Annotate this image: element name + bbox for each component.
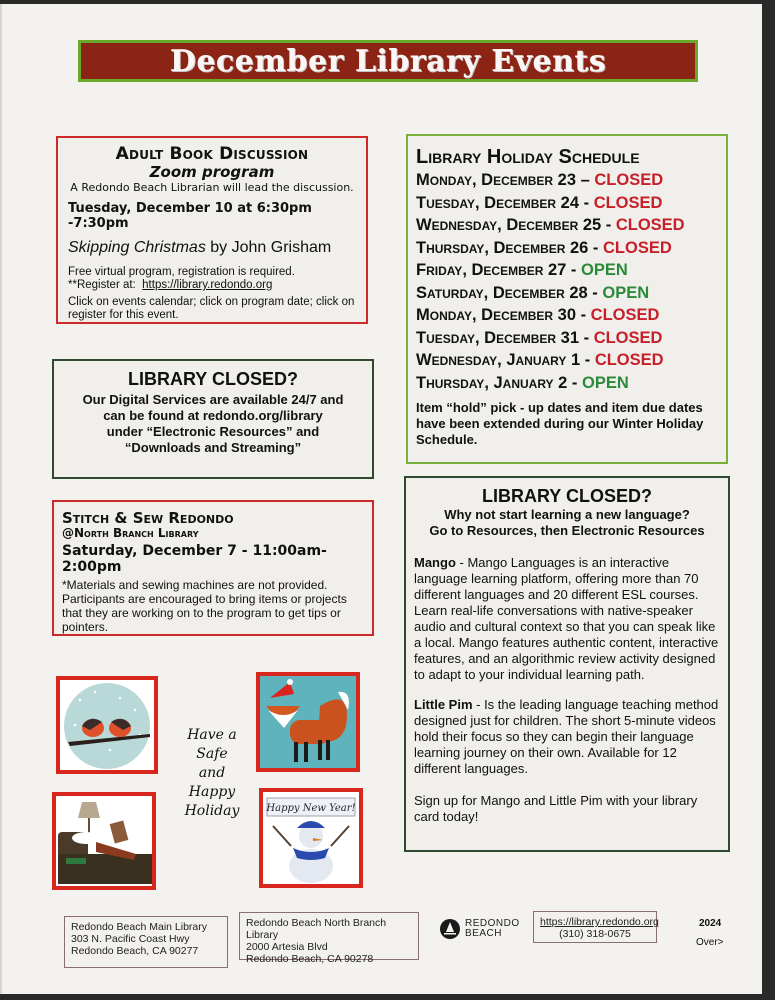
status-closed: CLOSED	[590, 306, 660, 324]
title-banner	[78, 40, 698, 82]
schedule-row	[416, 214, 718, 237]
book-author: by John Grisham	[205, 239, 332, 256]
greeting-line: Safe	[196, 746, 228, 762]
birds-image	[56, 676, 158, 774]
schedule-row	[416, 192, 718, 215]
schedule-row	[416, 327, 718, 350]
digital-services-line-4: “Downloads and Streaming”	[124, 440, 302, 455]
schedule-row	[416, 282, 718, 305]
digital-services-line-3: under “Electronic Resources” and	[106, 424, 320, 439]
greeting-line: and	[198, 765, 226, 781]
stitch-sew-note: *Materials and sewing machines are not provided. Participants are encouraged to bring items or projects that they are working on to the program to get tips or pointers.	[62, 578, 347, 634]
logo-text	[465, 919, 520, 939]
main-library-address	[64, 916, 228, 968]
library-closed-language-box	[404, 476, 733, 852]
greeting-line: Have a	[187, 727, 237, 743]
status-open: OPEN	[581, 373, 629, 392]
library-phone: (310) 318-0675	[559, 928, 631, 940]
schedule-date: Thursday, January 2 -	[416, 373, 582, 392]
stitch-sew-location: @North Branch Library	[62, 526, 199, 540]
status-closed: CLOSED	[615, 216, 685, 234]
book-title: Skipping Christmas	[68, 239, 206, 256]
schedule-row	[416, 169, 718, 192]
holiday-schedule-note: Item “hold” pick - up dates and item due dates have been extended during our Winter Holiday Schedule.	[416, 400, 704, 447]
book-discussion-time: Tuesday, December 10 at 6:30pm -7:30pm	[68, 201, 312, 231]
north-branch-address	[239, 912, 419, 965]
language-directions: Go to Resources, then Electronic Resources	[429, 523, 705, 538]
registration-note: Free virtual program, registration is required.	[68, 266, 295, 278]
status-closed: CLOSED	[603, 238, 672, 257]
year-label: 2024	[699, 918, 722, 929]
flyer-page	[0, 4, 762, 994]
address-line: 303 N. Pacific Coast Hwy	[71, 933, 190, 945]
fox-image	[256, 672, 360, 772]
reader-image	[52, 792, 156, 890]
snowman-sign-text: Happy New Year!	[266, 803, 356, 814]
schedule-date: Wednesday, December 25 -	[416, 216, 616, 234]
stitch-sew-box	[52, 500, 374, 636]
digital-services-line-2: can be found at redondo.org/library	[103, 408, 323, 423]
schedule-row	[416, 259, 718, 282]
schedule-row	[416, 372, 718, 395]
stitch-sew-title: Stitch & Sew Redondo	[62, 509, 234, 527]
language-prompt: Why not start learning a new language?	[444, 507, 690, 522]
digital-services-line-1: Our Digital Services are available 24/7 and	[82, 392, 344, 407]
status-closed: CLOSED	[594, 171, 664, 189]
mango-paragraph	[414, 555, 720, 683]
book-discussion-subtitle: Zoom program	[149, 163, 275, 181]
sailboat-logo-icon	[439, 918, 461, 940]
greeting-line: Happy	[188, 784, 236, 800]
schedule-date: Tuesday, December 31 -	[416, 328, 594, 347]
little-pim-paragraph	[414, 697, 733, 777]
santa-reading-illustration-icon	[56, 796, 152, 886]
schedule-row	[416, 349, 718, 372]
book-discussion-title: Adult Book Discussion	[115, 144, 309, 164]
logo-line: REDONDO	[465, 918, 520, 929]
robins-illustration-icon	[60, 680, 154, 770]
page-title: December Library Events	[169, 43, 607, 79]
signup-note: Sign up for Mango and Little Pim with your library card today!	[414, 793, 698, 824]
register-line	[68, 279, 356, 292]
redondo-beach-logo	[439, 918, 520, 940]
address-line: Redondo Beach North Branch Library	[246, 917, 387, 941]
schedule-date: Friday, December 27 -	[416, 261, 582, 279]
holiday-schedule-heading: Library Holiday Schedule	[416, 146, 640, 168]
book-title-line	[68, 239, 356, 257]
address-line: Redondo Beach, CA 90277	[71, 945, 199, 957]
stitch-sew-time: Saturday, December 7 - 11:00am-2:00pm	[62, 543, 327, 575]
schedule-date: Wednesday, January 1 -	[416, 351, 595, 369]
book-discussion-lead: A Redondo Beach Librarian will lead the discussion.	[70, 181, 354, 194]
schedule-date: Monday, December 23 –	[416, 171, 595, 189]
holiday-greeting	[172, 726, 252, 821]
register-link[interactable]: https://library.redondo.org	[142, 279, 273, 291]
greeting-line: Holiday	[184, 803, 240, 819]
over-label: Over>	[696, 937, 724, 948]
library-closed-heading: LIBRARY CLOSED?	[127, 369, 298, 389]
little-pim-description: - Is the leading language teaching method designed just for children. The short 5-minute videos hold their focus so they can begin their language learning journey on their own. Available for 12 different languages.	[414, 697, 733, 776]
address-line: Redondo Beach, CA 90278	[246, 953, 374, 965]
status-closed: CLOSED	[593, 328, 663, 347]
schedule-row	[416, 237, 718, 260]
status-open: OPEN	[602, 283, 650, 302]
mango-description: - Mango Languages is an interactive language learning platform, offering more than 70 different languages and 20 different ESL courses. Learn real-life conversations with native-speaker audio and cultural context so that you can speak like a local. Mango features authentic content, interactive features, and an algorithmic review activity designed to adapt to your individual learning path.	[414, 555, 719, 682]
schedule-date: Saturday, December 28 -	[416, 283, 603, 302]
register-instructions: Click on events calendar; click on program date; click on register for this event.	[68, 296, 355, 321]
library-closed-heading: LIBRARY CLOSED?	[481, 486, 652, 506]
fox-illustration-icon	[260, 676, 356, 768]
logo-line: BEACH	[465, 928, 502, 939]
schedule-date: Monday, December 30 -	[416, 306, 591, 324]
book-discussion-box	[56, 136, 368, 324]
status-closed: CLOSED	[594, 351, 664, 369]
register-label: **Register at:	[68, 279, 143, 291]
address-line: Redondo Beach Main Library	[71, 921, 207, 933]
schedule-date: Thursday, December 26 -	[416, 238, 604, 257]
little-pim-name: Little Pim	[414, 697, 473, 712]
status-closed: CLOSED	[593, 193, 663, 212]
contact-box	[533, 911, 657, 943]
mango-name: Mango	[414, 555, 456, 570]
holiday-schedule-box	[406, 134, 728, 464]
status-open: OPEN	[581, 261, 628, 279]
library-closed-digital-box	[52, 359, 374, 479]
schedule-date: Tuesday, December 24 -	[416, 193, 594, 212]
address-line: 2000 Artesia Blvd	[246, 941, 328, 953]
schedule-row	[416, 304, 718, 327]
snowman-illustration-icon	[263, 792, 359, 884]
library-website-link[interactable]: https://library.redondo.org	[540, 916, 659, 928]
snowman-image	[259, 788, 363, 888]
